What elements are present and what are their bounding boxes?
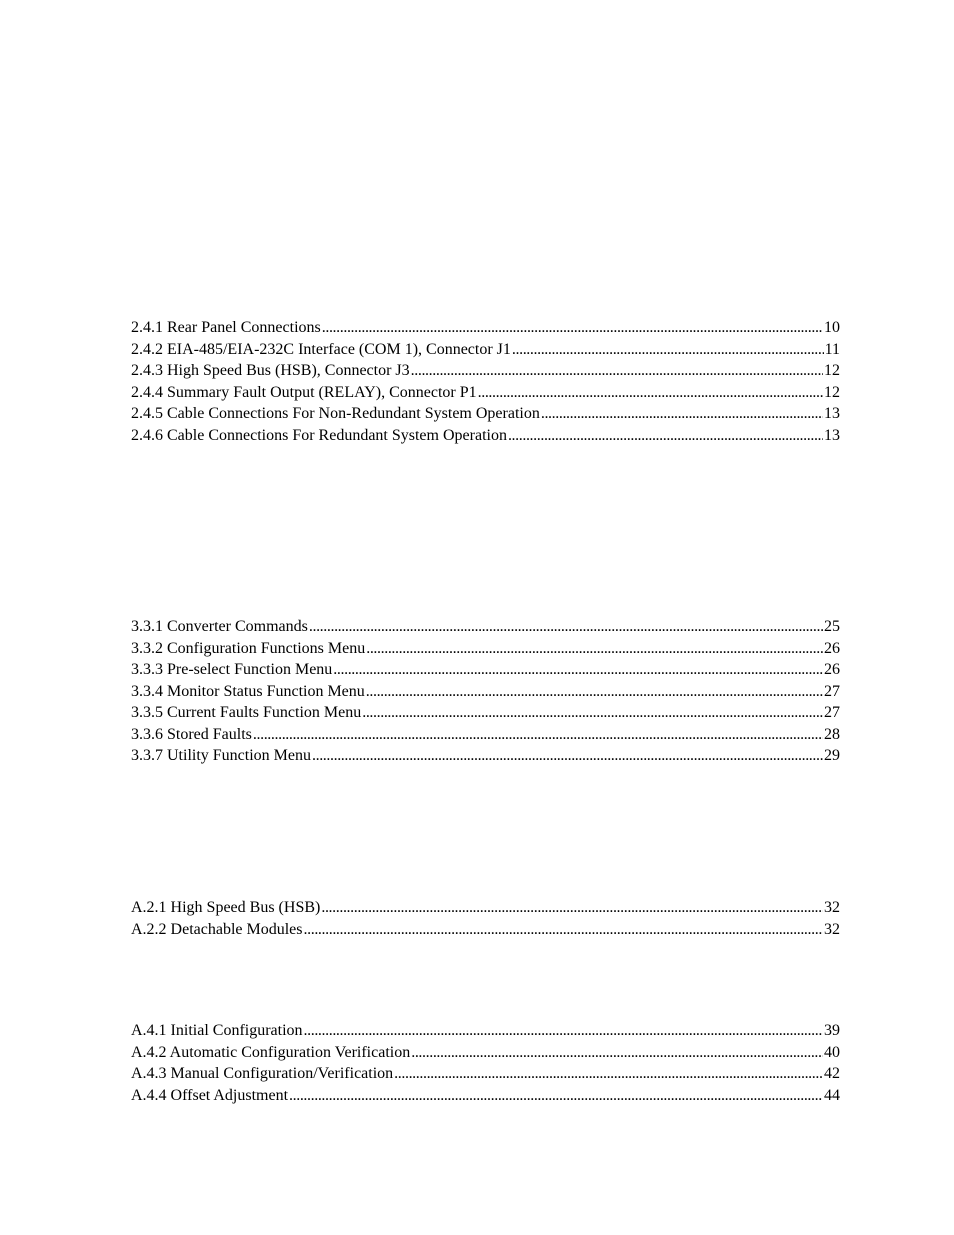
- toc-entry-title: 2.4.2 EIA-485/EIA-232C Interface (COM 1), Connector J1: [131, 340, 511, 358]
- toc-dot-leader: [253, 724, 823, 746]
- toc-page-number: 10: [824, 319, 840, 336]
- toc-dot-leader: [312, 745, 823, 767]
- toc-entry[interactable]: [131, 681, 840, 703]
- toc-entry[interactable]: [131, 919, 840, 941]
- toc-entry[interactable]: [131, 638, 840, 660]
- toc-entry[interactable]: [131, 339, 840, 361]
- toc-group-a-4: [131, 1020, 840, 1106]
- toc-page-number: 12: [824, 362, 840, 379]
- toc-entry[interactable]: [131, 403, 840, 425]
- toc-entry[interactable]: [131, 1063, 840, 1085]
- toc-group-3-3: [131, 616, 840, 767]
- toc-dot-leader: [309, 616, 823, 638]
- toc-page-number: 32: [824, 920, 840, 938]
- toc-entry[interactable]: [131, 360, 840, 382]
- toc-entry-title: 2.4.6 Cable Connections For Redundant System Operation: [131, 426, 507, 444]
- toc-page-number: 40: [824, 1043, 840, 1061]
- toc-entry-title: 3.3.3 Pre-select Function Menu: [131, 661, 333, 678]
- toc-entry[interactable]: [131, 724, 840, 746]
- toc-page-number: 44: [824, 1086, 840, 1104]
- toc-dot-leader: [321, 897, 823, 919]
- toc-page-number: 13: [824, 426, 840, 444]
- toc-entry-title: 3.3.7 Utility Function Menu: [131, 747, 311, 764]
- toc-entry[interactable]: [131, 382, 840, 404]
- toc-page-number: 26: [824, 661, 840, 678]
- toc-entry[interactable]: [131, 897, 840, 919]
- toc-entry-title: A.2.1 High Speed Bus (HSB): [131, 899, 321, 916]
- toc-dot-leader: [304, 1020, 823, 1042]
- toc-page-number: 32: [824, 899, 840, 916]
- toc-entry-title: A.4.2 Automatic Configuration Verification: [131, 1043, 411, 1061]
- toc-entry-title: A.2.2 Detachable Modules: [131, 920, 303, 938]
- toc-dot-leader: [304, 919, 823, 941]
- toc-entry-title: 3.3.6 Stored Faults: [131, 725, 252, 743]
- toc-page-number: 11: [824, 340, 840, 358]
- toc-entry[interactable]: [131, 659, 840, 681]
- toc-dot-leader: [512, 339, 824, 361]
- toc-dot-leader: [289, 1085, 823, 1107]
- toc-dot-leader: [411, 360, 823, 382]
- toc-entry[interactable]: [131, 1042, 840, 1064]
- toc-page-number: 28: [824, 725, 840, 743]
- toc-dot-leader: [394, 1063, 823, 1085]
- toc-entry[interactable]: [131, 1020, 840, 1042]
- toc-page-number: 29: [824, 747, 840, 764]
- toc-page-number: 25: [824, 618, 840, 635]
- toc-page-number: 26: [824, 639, 840, 657]
- toc-group-a-2: [131, 897, 840, 940]
- toc-dot-leader: [411, 1042, 823, 1064]
- toc-entry-title: 2.4.4 Summary Fault Output (RELAY), Connector P1: [131, 383, 477, 401]
- toc-entry-title: 3.3.2 Configuration Functions Menu: [131, 639, 366, 657]
- toc-entry[interactable]: [131, 425, 840, 447]
- toc-entry-title: 3.3.4 Monitor Status Function Menu: [131, 682, 365, 700]
- toc-dot-leader: [366, 681, 823, 703]
- toc-entry-title: 3.3.1 Converter Commands: [131, 618, 308, 635]
- toc-entry-title: A.4.3 Manual Configuration/Verification: [131, 1065, 394, 1082]
- toc-entry[interactable]: [131, 1085, 840, 1107]
- toc-entry-title: 2.4.3 High Speed Bus (HSB), Connector J3: [131, 362, 410, 379]
- toc-entry-title: A.4.1 Initial Configuration: [131, 1022, 303, 1039]
- toc-page-number: 27: [824, 704, 840, 721]
- toc-entry[interactable]: [131, 702, 840, 724]
- toc-dot-leader: [362, 702, 823, 724]
- toc-entry[interactable]: [131, 616, 840, 638]
- toc-entry-title: 2.4.1 Rear Panel Connections: [131, 319, 321, 336]
- toc-entry-title: 2.4.5 Cable Connections For Non-Redundant System Operation: [131, 405, 540, 422]
- toc-dot-leader: [508, 425, 823, 447]
- toc-dot-leader: [333, 659, 823, 681]
- toc-entry[interactable]: [131, 745, 840, 767]
- toc-page-number: 39: [824, 1022, 840, 1039]
- toc-page-number: 42: [824, 1065, 840, 1082]
- toc-entry[interactable]: [131, 317, 840, 339]
- toc-dot-leader: [541, 403, 823, 425]
- toc-page-number: 12: [824, 383, 840, 401]
- toc-dot-leader: [366, 638, 823, 660]
- toc-entry-title: 3.3.5 Current Faults Function Menu: [131, 704, 362, 721]
- toc-page-number: 13: [824, 405, 840, 422]
- toc-dot-leader: [478, 382, 823, 404]
- toc-page-number: 27: [824, 682, 840, 700]
- toc-dot-leader: [322, 317, 823, 339]
- toc-entry-title: A.4.4 Offset Adjustment: [131, 1086, 289, 1104]
- toc-group-2-4: [131, 317, 840, 446]
